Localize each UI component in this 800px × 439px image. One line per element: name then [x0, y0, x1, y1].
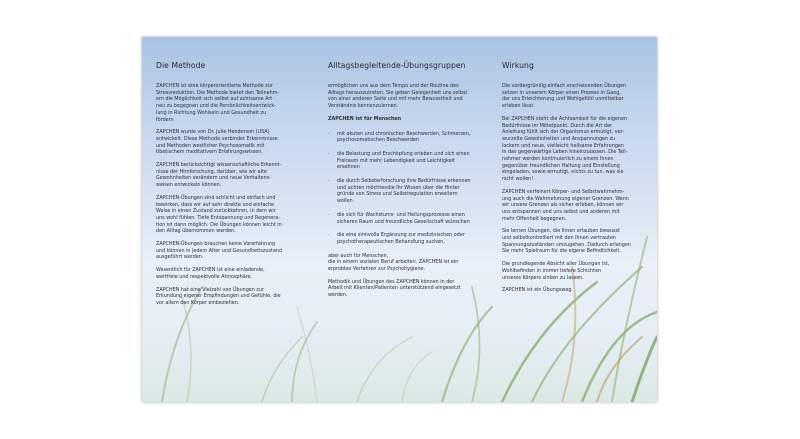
list-item-text: die eine sinnvolle Ergänzung zur medizinischen oder psychotherapeutischen Behandlung suchen, [337, 232, 465, 245]
bullet-icon: · [328, 150, 330, 157]
paragraph: Methodik und Übungen des ZAPCHEN können in der Arbeit mit Klienten/Patienten unterstützend eingesetzt werden. [328, 278, 461, 299]
brochure-page [142, 37, 657, 402]
paragraph: ZAPCHEN hat eine Vielzahl von Übungen zur Erkundung eigener Empfindungen und Gefühle, die vor allem den Körper einbeziehen. [156, 286, 281, 306]
paragraph: ZAPCHEN wurde von Dr. Julie Henderson (USA) entwickelt. Diese Methode verbindet Erkenntnisse und Methoden westlicher Psychosomatik mit tibetischem meditativem Erfahrungswissen. [156, 129, 278, 156]
paragraph: Die vordergründig einfach erscheinenden Übungen setzen in unserem Körper einen Prozess in Gang, der uns Erleichterung und Wohlgefühl unmittelbar erleben lässt. [502, 83, 627, 110]
list-item [328, 131, 483, 144]
section-heading: Die Methode [156, 61, 206, 70]
list-item-text: mit akuten und chronischen Beschwerden, Schmerzen, psychosomatischen Beschwerden [337, 130, 471, 144]
paragraph: ZAPCHEN ist ein Übungsweg. [502, 287, 573, 294]
paragraph: ZAPCHEN verfeinert Körper- und Selbstwahrnehm- ung auch die Wahrnehmung eigener Grenzen. Wenn wir unsere Grenzen als sicher erleben, können wir uns entspannen und uns selbst und anderen mit mehr Offenheit begegnen. [502, 188, 629, 222]
list-item-text: die Belastung und Erschöpfung erleben und sich einen Freiraum mit mehr Lebendigkeit und Leichtigkeit ersehnen [337, 150, 470, 171]
bullet-icon: · [328, 211, 330, 218]
column-uebungsgruppen [328, 61, 483, 305]
list-item [328, 212, 483, 225]
target-group-list [328, 131, 483, 246]
section-heading: Wirkung [502, 61, 534, 70]
column-die-methode [156, 61, 304, 313]
paragraph: Sie lernen Übungen, die Ihnen erlauben bewusst und selbstkontrolliert mit den Ihnen vertrauten Spannungszuständen umzugehen. Dadurch erlangen Sie mehr Spielraum für die eigene Befindlichkeit. [502, 228, 631, 255]
list-item [328, 232, 483, 245]
paragraph: ZAPCHEN berücksichtigt wissenschaftliche Erkennt- nisse der Hirnforschung, darüber, wie wir alte Gewohnheiten verändern und neue Verhaltens- weisen entwickeln können. [156, 162, 282, 189]
paragraph: ZAPCHEN-Übungen brauchen keine Vorerfahrung und können in jedem Alter und Gesundheitszustand ausgeführt werden. [156, 241, 282, 261]
paragraph: Die grundlegende Absicht aller Übungen ist, Wohlbefinden in immer tiefere Schichten unseres Körpers sinken zu lassen. [502, 261, 610, 281]
paragraph: Bei ZAPCHEN steht die Achtsamkeit für die eigenen Bedürfnisse im Mittelpunkt. Durch die Art der Anleitung fühlt sich der Organismus ermutigt, ver- wurzelte Gewohnheiten und Anspannungen zu lockern und neue, vielleicht heilsame Erfahrungen in das gegenwärtige Leben hineinzulassen. Die Teil- nehmer werden kontinuierlich zu einem Ihnen gegenüber freundlichen Haltung und Einstellung eingeladen, sowie ermutigt, nichts zu tun, was sie nicht wollen! [502, 115, 628, 183]
bullet-icon: · [328, 178, 330, 185]
column-wirkung [502, 61, 652, 300]
list-item [328, 151, 483, 171]
section-heading: Alltagsbegleitende-Übungsgruppen [328, 61, 466, 70]
list-item [328, 178, 483, 205]
subheading: ZAPCHEN ist für Menschen [328, 115, 402, 122]
list-item-text: die durch Selbsterforschung ihre Bedürfnisse erkennen und achten möchtendie Ihr Wissen über die Hinter gründe von Stress und Selbstregulation erweitern wollen [337, 178, 471, 205]
list-item-text: die sich für Wachstums- und Heilungsprozesse einen sicheren Raum und freundliche Gesellschaft wünschen [337, 211, 470, 225]
paragraph: ZAPCHEN ist eine körperorientierte Methode zur Stressreduktion. Die Methode bietet den Teilnehm- ern die Möglichkeit sich selbst auf achtsame Art neu zu begegnen und die Persönlichkeitsentwick- lung in Richtung Wohlsein und Gesundheit zu fördern [156, 83, 280, 123]
bullet-icon: · [328, 232, 330, 239]
paragraph: Wesentlich für ZAPCHEN ist eine einladende, wertfreie und respektvolle Atmosphäre. [156, 267, 265, 280]
bullet-icon: · [328, 130, 330, 137]
paragraph: aber auch für Menschen, die in einem sozialen Beruf arbeiten. ZAPCHEN ist ein erprobtes Verfahren zur Psychohygiene. [328, 252, 459, 273]
paragraph: ZAPCHEN-Übungen sind schlicht und einfach und bewirken, dass wir auf sehr direkte und einfache Weise in einen Zustand zurückkehren, in dem wir uns wohl fühlen. Tiefe Entspannung und Regenera- tion ist dann möglich. Die Übungen können leicht in den Alltag übernommen werden. [156, 194, 282, 235]
intro-paragraph: ermöglichen uns aus dem Tempo und der Routine des Alltags herauszutreten. Sie geben Gelegenheit uns selbst von einer anderen Seite und mit mehr Bewusstheit und Verständnis kennenzulernen. [328, 83, 468, 110]
